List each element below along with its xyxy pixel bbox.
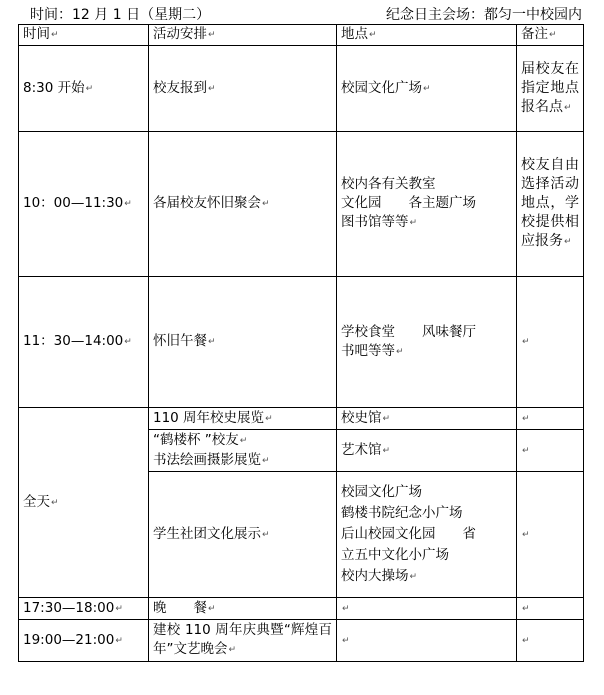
- activity-cell: 110 周年校史展览↵: [149, 408, 337, 430]
- column-header: 时间↵: [19, 25, 149, 46]
- note-cell: 届校友在指定地点报名点↵: [517, 46, 584, 132]
- table-header-row: [19, 25, 584, 46]
- schedule-header: [30, 4, 582, 24]
- location-cell: 学校食堂 风味餐厅 书吧等等↵: [337, 277, 517, 408]
- table-row: [19, 408, 584, 430]
- note-cell: ↵: [517, 408, 584, 430]
- activity-cell: 怀旧午餐↵: [149, 277, 337, 408]
- venue-label: 纪念日主会场：都匀一中校园内: [386, 7, 582, 23]
- column-header: 活动安排↵: [149, 25, 337, 46]
- location-cell: 校园文化广场↵: [337, 46, 517, 132]
- note-cell: 校友自由选择活动地点，学校提供相应报务↵: [517, 132, 584, 277]
- table-row: [19, 132, 584, 277]
- table-row: [19, 620, 584, 662]
- location-cell: ↵: [337, 620, 517, 662]
- activity-cell: 各届校友怀旧聚会↵: [149, 132, 337, 277]
- note-cell: ↵: [517, 277, 584, 408]
- time-cell: 10：00—11:30↵: [19, 132, 149, 277]
- table-row: [19, 598, 584, 620]
- activity-cell: 校友报到↵: [149, 46, 337, 132]
- note-cell: ↵: [517, 598, 584, 620]
- table-row: [19, 277, 584, 408]
- location-cell: 艺术馆↵: [337, 430, 517, 472]
- location-cell: 校史馆↵: [337, 408, 517, 430]
- column-header: 备注↵: [517, 25, 584, 46]
- location-cell: ↵: [337, 598, 517, 620]
- time-cell: 全天↵: [19, 408, 149, 598]
- column-header: 地点↵: [337, 25, 517, 46]
- time-cell: 17:30—18:00↵: [19, 598, 149, 620]
- activity-cell: 建校 110 周年庆典暨“辉煌百年”文艺晚会↵: [149, 620, 337, 662]
- note-cell: ↵: [517, 472, 584, 598]
- time-cell: 8:30 开始↵: [19, 46, 149, 132]
- activity-cell: 晚 餐↵: [149, 598, 337, 620]
- time-cell: 19:00—21:00↵: [19, 620, 149, 662]
- location-cell: 校内各有关教室 文化园 各主题广场 图书馆等等↵: [337, 132, 517, 277]
- activity-cell: 学生社团文化展示↵: [149, 472, 337, 598]
- note-cell: ↵: [517, 620, 584, 662]
- activity-cell: “鹤楼杯 ”校友↵ 书法绘画摄影展览↵: [149, 430, 337, 472]
- schedule-table: [18, 24, 584, 662]
- note-cell: ↵: [517, 430, 584, 472]
- time-cell: 11：30—14:00↵: [19, 277, 149, 408]
- date-label: 时间：12 月 1 日（星期二）: [30, 7, 211, 23]
- location-cell: 校园文化广场 鹤楼书院纪念小广场 后山校园文化园 省 立五中文化小广场 校内大操场↵: [337, 472, 517, 598]
- table-row: [19, 46, 584, 132]
